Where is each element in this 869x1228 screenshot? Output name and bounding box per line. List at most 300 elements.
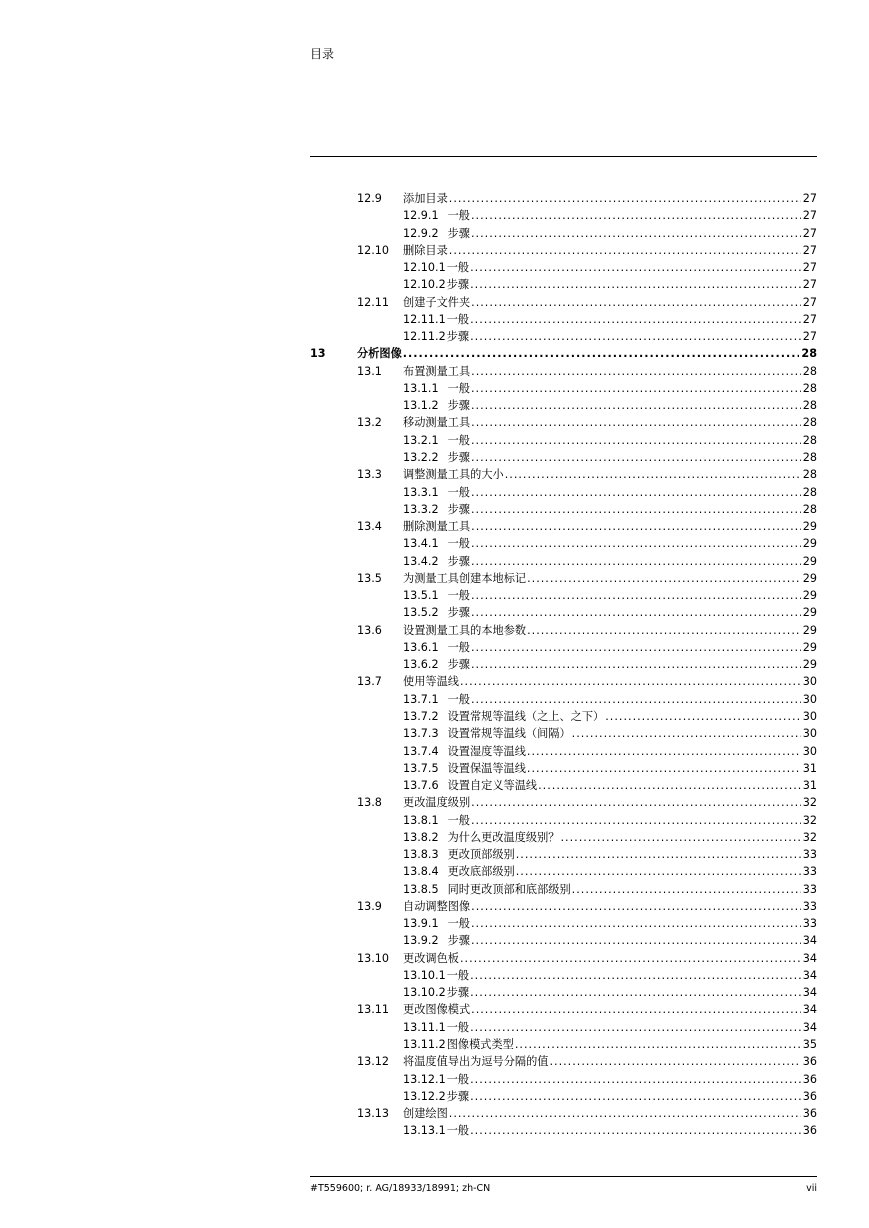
toc-subsection-entry[interactable] (310, 311, 817, 328)
toc-entry-number: 13.8.1 (403, 813, 439, 827)
toc-entry-number: 12.10.2 (403, 278, 446, 292)
toc-dot-leader (449, 242, 801, 259)
toc-entry-leader-line (403, 397, 817, 414)
toc-entry-number: 13.13 (357, 1107, 390, 1121)
toc-section-entry[interactable] (310, 950, 817, 967)
toc-entry-number: 13.12.1 (403, 1072, 446, 1086)
toc-entry-number: 13.7.6 (403, 779, 439, 793)
toc-chapter-entry[interactable] (310, 345, 817, 362)
toc-entry-page-number: 31 (802, 761, 817, 775)
toc-subsection-entry[interactable] (310, 881, 817, 898)
toc-entry-leader-line (403, 984, 817, 1001)
toc-entry-page-number: 30 (802, 675, 817, 689)
toc-entry-number: 13.8 (357, 796, 382, 810)
toc-entry-number: 13.2 (357, 416, 382, 430)
toc-entry-leader-line (403, 622, 817, 639)
toc-entry-number: 13.10.2 (403, 986, 446, 1000)
toc-entry-page-number: 29 (802, 520, 817, 534)
toc-entry-page-number: 30 (802, 709, 817, 723)
toc-subsection-entry[interactable] (310, 587, 817, 604)
toc-entry-leader-line (403, 950, 817, 967)
toc-entry-page-number: 34 (802, 968, 817, 982)
toc-subsection-entry[interactable] (310, 967, 817, 984)
toc-entry-leader-line (403, 1019, 817, 1036)
toc-entry-page-number: 30 (802, 744, 817, 758)
toc-subsection-entry[interactable] (310, 932, 817, 949)
toc-entry-number: 13.5.2 (403, 606, 439, 620)
toc-dot-leader (527, 743, 801, 760)
toc-subsection-entry[interactable] (310, 691, 817, 708)
toc-section-entry[interactable] (310, 673, 817, 690)
toc-entry-title: 设置湿度等温线 (447, 744, 526, 758)
toc-entry-leader-line (403, 1088, 817, 1105)
toc-entry-page-number: 30 (802, 692, 817, 706)
toc-entry-number: 13.2.1 (403, 433, 439, 447)
toc-dot-leader (470, 311, 801, 328)
toc-section-entry[interactable] (310, 1001, 817, 1018)
toc-dot-leader (471, 225, 801, 242)
toc-section-entry[interactable] (310, 518, 817, 535)
toc-entry-title: 一般 (447, 917, 470, 931)
toc-dot-leader (471, 207, 801, 224)
footer-divider (310, 1176, 817, 1177)
toc-dot-leader (471, 898, 801, 915)
toc-entry-leader-line (403, 1001, 817, 1018)
toc-entry-title: 步骤 (447, 502, 470, 516)
toc-entry-title: 设置常规等温线（之上、之下） (447, 709, 605, 723)
toc-subsection-entry[interactable] (310, 639, 817, 656)
toc-dot-leader (470, 1088, 801, 1105)
toc-dot-leader (470, 276, 801, 293)
toc-entry-leader-line (403, 1122, 817, 1139)
toc-entry-number: 13.7 (357, 675, 382, 689)
toc-entry-leader-line (403, 898, 817, 915)
toc-entry-leader-line (403, 276, 817, 293)
toc-entry-number: 13.3.1 (403, 485, 439, 499)
toc-entry-number: 13.10.1 (403, 968, 446, 982)
toc-dot-leader (449, 1105, 801, 1122)
toc-dot-leader (470, 1071, 801, 1088)
toc-entry-number: 13.12.2 (403, 1089, 446, 1103)
toc-subsection-entry[interactable] (310, 708, 817, 725)
toc-section-entry[interactable] (310, 622, 817, 639)
toc-entry-page-number: 28 (802, 450, 817, 464)
toc-entry-title: 更改图像模式 (403, 1003, 471, 1017)
toc-dot-leader (527, 760, 801, 777)
toc-entry-leader-line (403, 1105, 817, 1122)
toc-entry-page-number: 30 (802, 727, 817, 741)
toc-entry-leader-line (403, 432, 817, 449)
toc-subsection-entry[interactable] (310, 484, 817, 501)
toc-entry-leader-line (403, 311, 817, 328)
toc-dot-leader (560, 829, 800, 846)
toc-subsection-entry[interactable] (310, 225, 817, 242)
toc-entry-number: 12.9.2 (403, 226, 439, 240)
toc-subsection-entry[interactable] (310, 553, 817, 570)
toc-entry-number: 13.7.2 (403, 709, 439, 723)
toc-subsection-entry[interactable] (310, 863, 817, 880)
toc-entry-number: 13.1.1 (403, 381, 439, 395)
toc-entry-page-number: 28 (802, 399, 817, 413)
toc-entry-page-number: 36 (802, 1055, 817, 1069)
toc-dot-leader (471, 518, 801, 535)
toc-entry-number: 13.7.5 (403, 761, 439, 775)
toc-entry-leader-line (403, 725, 817, 742)
toc-dot-leader (471, 604, 801, 621)
toc-entry-number: 13.8.5 (403, 882, 439, 896)
toc-entry-page-number: 33 (802, 882, 817, 896)
toc-entry-page-number: 32 (802, 813, 817, 827)
toc-dot-leader (460, 950, 801, 967)
toc-dot-leader (471, 812, 801, 829)
toc-subsection-entry[interactable] (310, 1122, 817, 1139)
toc-entry-number: 13.8.4 (403, 865, 439, 879)
toc-dot-leader (470, 1122, 801, 1139)
toc-entry-leader-line (403, 863, 817, 880)
toc-subsection-entry[interactable] (310, 432, 817, 449)
toc-entry-page-number: 36 (802, 1124, 817, 1138)
toc-dot-leader (403, 345, 800, 362)
toc-dot-leader (471, 449, 801, 466)
table-of-contents (310, 190, 817, 1140)
toc-entry-number: 13.3 (357, 468, 382, 482)
toc-entry-leader-line (403, 587, 817, 604)
toc-entry-page-number: 33 (802, 899, 817, 913)
toc-dot-leader (572, 725, 801, 742)
toc-entry-number: 13.7.1 (403, 692, 439, 706)
header-divider (310, 156, 817, 157)
toc-subsection-entry[interactable] (310, 449, 817, 466)
toc-entry-leader-line (403, 449, 817, 466)
toc-subsection-entry[interactable] (310, 846, 817, 863)
toc-subsection-entry[interactable] (310, 829, 817, 846)
toc-entry-leader-line (403, 190, 817, 207)
toc-entry-title: 更改调色板 (403, 951, 459, 965)
toc-entry-title: 调整测量工具的大小 (403, 468, 504, 482)
toc-entry-leader-line (403, 673, 817, 690)
toc-subsection-entry[interactable] (310, 1071, 817, 1088)
toc-entry-number: 13.1.2 (403, 399, 439, 413)
toc-section-entry[interactable] (310, 1105, 817, 1122)
toc-section-entry[interactable] (310, 190, 817, 207)
toc-dot-leader (527, 622, 801, 639)
toc-entry-number: 12.11 (357, 295, 390, 309)
toc-entry-leader-line (403, 881, 817, 898)
toc-entry-page-number: 34 (802, 1020, 817, 1034)
toc-entry-title: 步骤 (447, 934, 470, 948)
toc-entry-title: 添加目录 (403, 192, 448, 205)
toc-entry-page-number: 34 (802, 986, 817, 1000)
toc-entry-title: 为什么更改温度级别？ (447, 830, 560, 844)
toc-entry-leader-line (403, 242, 817, 259)
toc-entry-page-number: 29 (802, 606, 817, 620)
toc-subsection-entry[interactable] (310, 328, 817, 345)
toc-entry-number: 13.8.2 (403, 830, 439, 844)
toc-entry-leader-line (403, 553, 817, 570)
toc-subsection-entry[interactable] (310, 777, 817, 794)
toc-dot-leader (538, 777, 801, 794)
toc-dot-leader (471, 656, 801, 673)
toc-entry-leader-line (403, 639, 817, 656)
toc-entry-page-number: 28 (802, 433, 817, 447)
toc-entry-page-number: 29 (802, 658, 817, 672)
toc-entry-title: 删除测量工具 (403, 520, 471, 534)
toc-entry-number: 13.5.1 (403, 589, 439, 603)
toc-entry-title: 设置测量工具的本地参数 (403, 623, 527, 637)
toc-entry-title: 设置保温等温线 (447, 761, 526, 775)
toc-subsection-entry[interactable] (310, 207, 817, 224)
toc-entry-number: 13.4 (357, 520, 382, 534)
toc-entry-title: 一般 (447, 381, 470, 395)
toc-entry-page-number: 28 (802, 381, 817, 395)
toc-entry-number: 13.13.1 (403, 1124, 446, 1138)
toc-entry-leader-line (403, 777, 817, 794)
toc-entry-title: 一般 (447, 692, 470, 706)
toc-entry-page-number: 29 (802, 571, 817, 585)
toc-subsection-entry[interactable] (310, 915, 817, 932)
toc-section-entry[interactable] (310, 898, 817, 915)
toc-entry-page-number: 27 (802, 312, 817, 326)
toc-entry-leader-line (403, 207, 817, 224)
toc-entry-page-number: 36 (802, 1107, 817, 1121)
toc-entry-leader-line (403, 1053, 817, 1070)
toc-entry-title: 步骤 (446, 1089, 470, 1103)
toc-dot-leader (505, 466, 801, 483)
toc-entry-number: 13.6.2 (403, 658, 439, 672)
toc-subsection-entry[interactable] (310, 812, 817, 829)
toc-dot-leader (470, 967, 801, 984)
toc-entry-title: 一般 (447, 537, 470, 551)
toc-entry-number: 12.10 (357, 243, 390, 257)
toc-entry-number: 13.6.1 (403, 640, 439, 654)
toc-section-entry[interactable] (310, 570, 817, 587)
toc-entry-page-number: 34 (802, 951, 817, 965)
toc-entry-title: 步骤 (446, 986, 470, 1000)
toc-dot-leader (471, 414, 801, 431)
toc-entry-number: 12.10.1 (403, 261, 446, 275)
toc-entry-number: 13.5 (357, 571, 382, 585)
toc-dot-leader (471, 553, 801, 570)
toc-entry-page-number: 27 (802, 243, 817, 257)
toc-entry-page-number: 27 (802, 226, 817, 240)
toc-subsection-entry[interactable] (310, 501, 817, 518)
toc-entry-title: 一般 (446, 1124, 470, 1138)
toc-entry-title: 为测量工具创建本地标记 (403, 571, 527, 585)
footer-page-number: vii (806, 1183, 817, 1194)
toc-subsection-entry[interactable] (310, 397, 817, 414)
toc-entry-page-number: 27 (802, 261, 817, 275)
toc-entry-leader-line (403, 967, 817, 984)
toc-entry-leader-line (403, 484, 817, 501)
toc-entry-title: 一般 (447, 640, 470, 654)
toc-dot-leader (471, 484, 801, 501)
toc-entry-leader-line (403, 760, 817, 777)
toc-subsection-entry[interactable] (310, 743, 817, 760)
toc-dot-leader (460, 673, 801, 690)
toc-entry-number: 13.11 (357, 1003, 390, 1017)
toc-dot-leader (471, 380, 801, 397)
toc-entry-leader-line (403, 691, 817, 708)
toc-entry-page-number: 33 (802, 917, 817, 931)
toc-entry-title: 设置自定义等温线 (447, 779, 538, 793)
toc-dot-leader (470, 328, 801, 345)
toc-entry-page-number: 28 (802, 468, 817, 482)
toc-entry-title: 更改温度级别 (403, 796, 471, 810)
toc-dot-leader (471, 535, 801, 552)
toc-entry-title: 将温度值导出为逗号分隔的值 (403, 1055, 549, 1069)
toc-dot-leader (471, 1001, 801, 1018)
toc-entry-title: 使用等温线 (403, 675, 459, 689)
toc-subsection-entry[interactable] (310, 1036, 817, 1053)
toc-section-entry[interactable] (310, 363, 817, 380)
toc-entry-leader-line (403, 570, 817, 587)
toc-entry-title: 一般 (447, 485, 470, 499)
toc-entry-leader-line (403, 466, 817, 483)
toc-entry-number: 13.11.1 (403, 1020, 446, 1034)
toc-section-entry[interactable] (310, 794, 817, 811)
toc-entry-title: 设置常规等温线（间隔） (447, 727, 571, 741)
toc-dot-leader (471, 501, 801, 518)
toc-entry-page-number: 28 (802, 485, 817, 499)
toc-entry-title: 删除目录 (403, 243, 448, 257)
toc-entry-page-number: 27 (802, 192, 817, 205)
toc-dot-leader (470, 984, 801, 1001)
toc-entry-number: 13.9 (357, 899, 382, 913)
toc-entry-title: 更改顶部级别 (447, 848, 515, 862)
footer-document-id: #T559600; r. AG/18933/18991; zh-CN (310, 1183, 491, 1194)
toc-entry-title: 图像模式类型 (446, 1038, 514, 1052)
toc-dot-leader (470, 259, 801, 276)
toc-subsection-entry[interactable] (310, 656, 817, 673)
toc-dot-leader (515, 1036, 801, 1053)
toc-entry-title: 一般 (446, 312, 470, 326)
toc-entry-page-number: 33 (802, 865, 817, 879)
toc-section-entry[interactable] (310, 242, 817, 259)
toc-dot-leader (516, 846, 801, 863)
toc-section-entry[interactable] (310, 294, 817, 311)
toc-dot-leader (471, 691, 801, 708)
toc-dot-leader (572, 881, 801, 898)
toc-entry-number: 13.1 (357, 364, 382, 378)
toc-entry-leader-line (403, 915, 817, 932)
toc-dot-leader (549, 1053, 800, 1070)
toc-entry-page-number: 29 (802, 537, 817, 551)
toc-entry-leader-line (403, 1071, 817, 1088)
toc-entry-leader-line (403, 708, 817, 725)
toc-subsection-entry[interactable] (310, 276, 817, 293)
toc-entry-leader-line (403, 294, 817, 311)
toc-entry-page-number: 35 (802, 1038, 817, 1052)
toc-entry-leader-line (403, 363, 817, 380)
toc-dot-leader (516, 863, 801, 880)
toc-entry-page-number: 34 (802, 934, 817, 948)
toc-entry-leader-line (357, 345, 817, 362)
toc-entry-page-number: 33 (802, 848, 817, 862)
toc-entry-number: 13.3.2 (403, 502, 439, 516)
toc-entry-page-number: 29 (802, 589, 817, 603)
toc-entry-leader-line (403, 501, 817, 518)
toc-entry-leader-line (403, 535, 817, 552)
toc-entry-number: 13.10 (357, 951, 390, 965)
toc-entry-number: 12.11.1 (403, 312, 446, 326)
toc-section-entry[interactable] (310, 1053, 817, 1070)
toc-entry-title: 一般 (446, 1020, 470, 1034)
toc-entry-title: 创建子文件夹 (403, 295, 471, 309)
toc-entry-title: 一般 (446, 968, 470, 982)
toc-entry-title: 分析图像 (357, 347, 402, 361)
toc-entry-number: 12.9 (357, 192, 382, 205)
toc-subsection-entry[interactable] (310, 1019, 817, 1036)
toc-entry-number: 12.11.2 (403, 330, 446, 344)
toc-entry-title: 一般 (447, 589, 470, 603)
toc-entry-leader-line (403, 846, 817, 863)
toc-subsection-entry[interactable] (310, 535, 817, 552)
toc-entry-number: 13.8.3 (403, 848, 439, 862)
toc-entry-title: 一般 (447, 433, 470, 447)
toc-subsection-entry[interactable] (310, 760, 817, 777)
toc-entry-number: 13 (310, 347, 326, 361)
toc-entry-number: 12.9.1 (403, 209, 439, 223)
toc-entry-title: 同时更改顶部和底部级别 (447, 882, 571, 896)
toc-entry-page-number: 34 (802, 1003, 817, 1017)
toc-entry-leader-line (403, 225, 817, 242)
toc-subsection-entry[interactable] (310, 725, 817, 742)
toc-entry-leader-line (403, 829, 817, 846)
toc-entry-page-number: 27 (802, 278, 817, 292)
toc-entry-title: 一般 (446, 261, 470, 275)
toc-entry-page-number: 28 (802, 502, 817, 516)
toc-entry-leader-line (403, 328, 817, 345)
toc-dot-leader (471, 794, 801, 811)
toc-section-entry[interactable] (310, 466, 817, 483)
toc-entry-title: 步骤 (447, 399, 470, 413)
toc-entry-title: 步骤 (447, 226, 470, 240)
toc-entry-leader-line (403, 656, 817, 673)
toc-entry-title: 一般 (446, 1072, 470, 1086)
toc-entry-title: 步骤 (447, 554, 470, 568)
toc-entry-page-number: 29 (802, 623, 817, 637)
toc-dot-leader (449, 190, 801, 207)
toc-entry-leader-line (403, 794, 817, 811)
toc-dot-leader (471, 639, 801, 656)
toc-dot-leader (471, 587, 801, 604)
toc-entry-page-number: 29 (802, 554, 817, 568)
toc-subsection-entry[interactable] (310, 259, 817, 276)
toc-subsection-entry[interactable] (310, 984, 817, 1001)
toc-entry-title: 创建绘图 (403, 1107, 448, 1121)
toc-entry-page-number: 36 (802, 1072, 817, 1086)
toc-subsection-entry[interactable] (310, 380, 817, 397)
toc-entry-number: 13.2.2 (403, 450, 439, 464)
toc-entry-page-number: 28 (802, 416, 817, 430)
toc-entry-page-number: 27 (802, 330, 817, 344)
toc-subsection-entry[interactable] (310, 1088, 817, 1105)
toc-dot-leader (471, 363, 801, 380)
toc-entry-page-number: 27 (802, 295, 817, 309)
toc-entry-title: 步骤 (447, 606, 470, 620)
toc-entry-title: 步骤 (447, 658, 470, 672)
toc-subsection-entry[interactable] (310, 604, 817, 621)
toc-entry-title: 自动调整图像 (403, 899, 471, 913)
toc-entry-title: 一般 (447, 813, 470, 827)
toc-entry-title: 步骤 (446, 278, 470, 292)
toc-entry-number: 13.7.3 (403, 727, 439, 741)
toc-entry-number: 13.9.1 (403, 917, 439, 931)
toc-section-entry[interactable] (310, 414, 817, 431)
toc-entry-page-number: 31 (802, 779, 817, 793)
toc-entry-page-number: 28 (802, 364, 817, 378)
toc-dot-leader (471, 432, 801, 449)
